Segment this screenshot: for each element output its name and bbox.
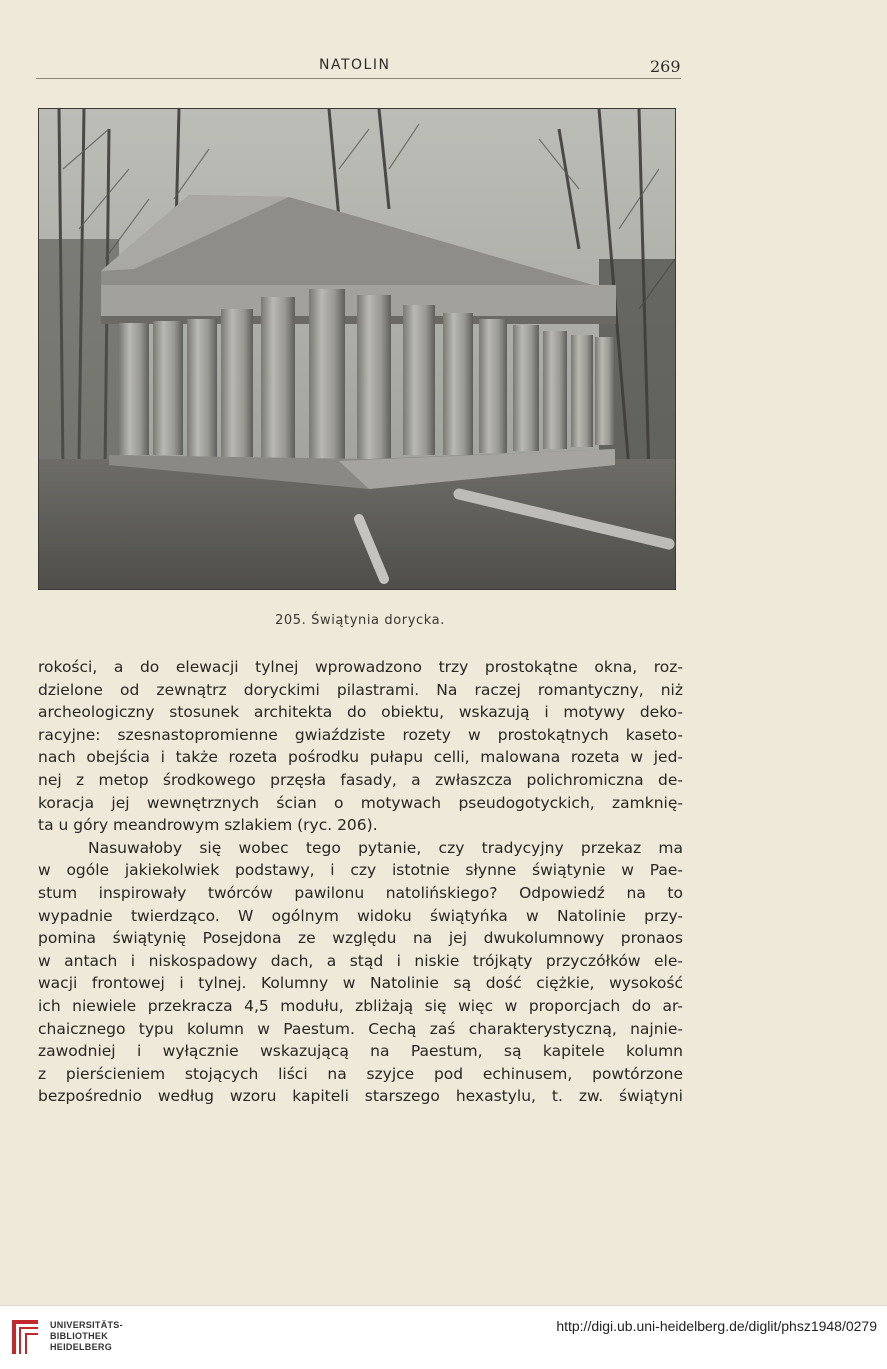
text-line: zawodniej i wyłącznie wskazującą na Paestum, są kapitele kolumn <box>38 1042 683 1061</box>
text-line: koracja jej wewnętrznych ścian o motywach pseudogotyckich, zamknię- <box>38 793 683 812</box>
library-name-line: UNIVERSITÄTS- <box>50 1320 123 1330</box>
text-line: racyjne: szesnastopromienne gwiaździste rozety w prostokątnych kaseto- <box>38 725 683 744</box>
text-line: rokości, a do elewacji tylnej wprowadzono trzy prostokątne okna, roz- <box>38 658 683 676</box>
text-line: nach obejścia i także rozeta pośrodku pułapu celli, malowana rozeta w jed- <box>38 748 683 767</box>
text-line: pomina świątynię Posejdona ze względu na jej dwukolumnowy pronaos <box>38 929 683 948</box>
text-line: wacji frontowej i tylnej. Kolumny w Natolinie są dość ciężkie, wysokość <box>38 974 683 993</box>
text-line: w antach i niskospadowy dach, a stąd i niskie trójkąty przyczółków ele- <box>38 951 683 970</box>
library-name-line: HEIDELBERG <box>50 1342 113 1352</box>
figure-caption: 205. Świątynia dorycka. <box>275 613 445 628</box>
temple-photo-illustration <box>39 109 675 589</box>
text-line: chaicznego typu kolumn w Paestum. Cechą zaś charakterystyczną, najnie- <box>38 1019 683 1038</box>
library-name[interactable] <box>50 1320 123 1353</box>
text-line: archeologiczny stosunek architekta do obiektu, wskazują i motywy deko- <box>38 703 683 722</box>
running-head: NATOLIN <box>319 57 391 73</box>
text-line: w ogóle jakiekolwiek podstawy, i czy istotnie słynne świątynie w Pae- <box>38 861 683 880</box>
text-line: z pierścieniem stojących liści na szyjce pod echinusem, powtórzone <box>38 1064 683 1083</box>
text-line: ich niewiele przekracza 4,5 modułu, zbliżają się więc w proporcjach do ar- <box>38 996 683 1015</box>
text-line: nej z metop środkowego przęsła fasady, a zwłaszcza polichromiczna de- <box>38 770 683 789</box>
page-number: 269 <box>650 57 681 76</box>
text-line: dzielone od zewnątrz doryckimi pilastrami. Na raczej romantyczny, niż <box>38 680 683 699</box>
text-line: ta u góry meandrowym szlakiem (ryc. 206). <box>38 816 378 835</box>
text-line: wypadnie twierdząco. W ogólnym widoku świątyńka w Natolinie przy- <box>38 906 683 925</box>
header-rule <box>36 78 681 79</box>
temple-photograph <box>38 108 676 590</box>
text-line: Nasuwałoby się wobec tego pytanie, czy tradycyjny przekaz ma <box>88 838 683 857</box>
digitization-footer <box>0 1305 887 1369</box>
text-line: bezpośrednio według wzoru kapiteli starszego hexastylu, t. zw. świątyni <box>38 1087 683 1106</box>
library-name-line: BIBLIOTHEK <box>50 1331 108 1341</box>
text-line: stum inspirowały twórców pawilonu natolińskiego? Odpowiedź na to <box>38 883 683 902</box>
body-text <box>38 656 683 1108</box>
library-logo-icon[interactable] <box>10 1318 44 1362</box>
permalink-url[interactable]: http://digi.ub.uni-heidelberg.de/diglit/phsz1948/0279 <box>556 1318 877 1334</box>
